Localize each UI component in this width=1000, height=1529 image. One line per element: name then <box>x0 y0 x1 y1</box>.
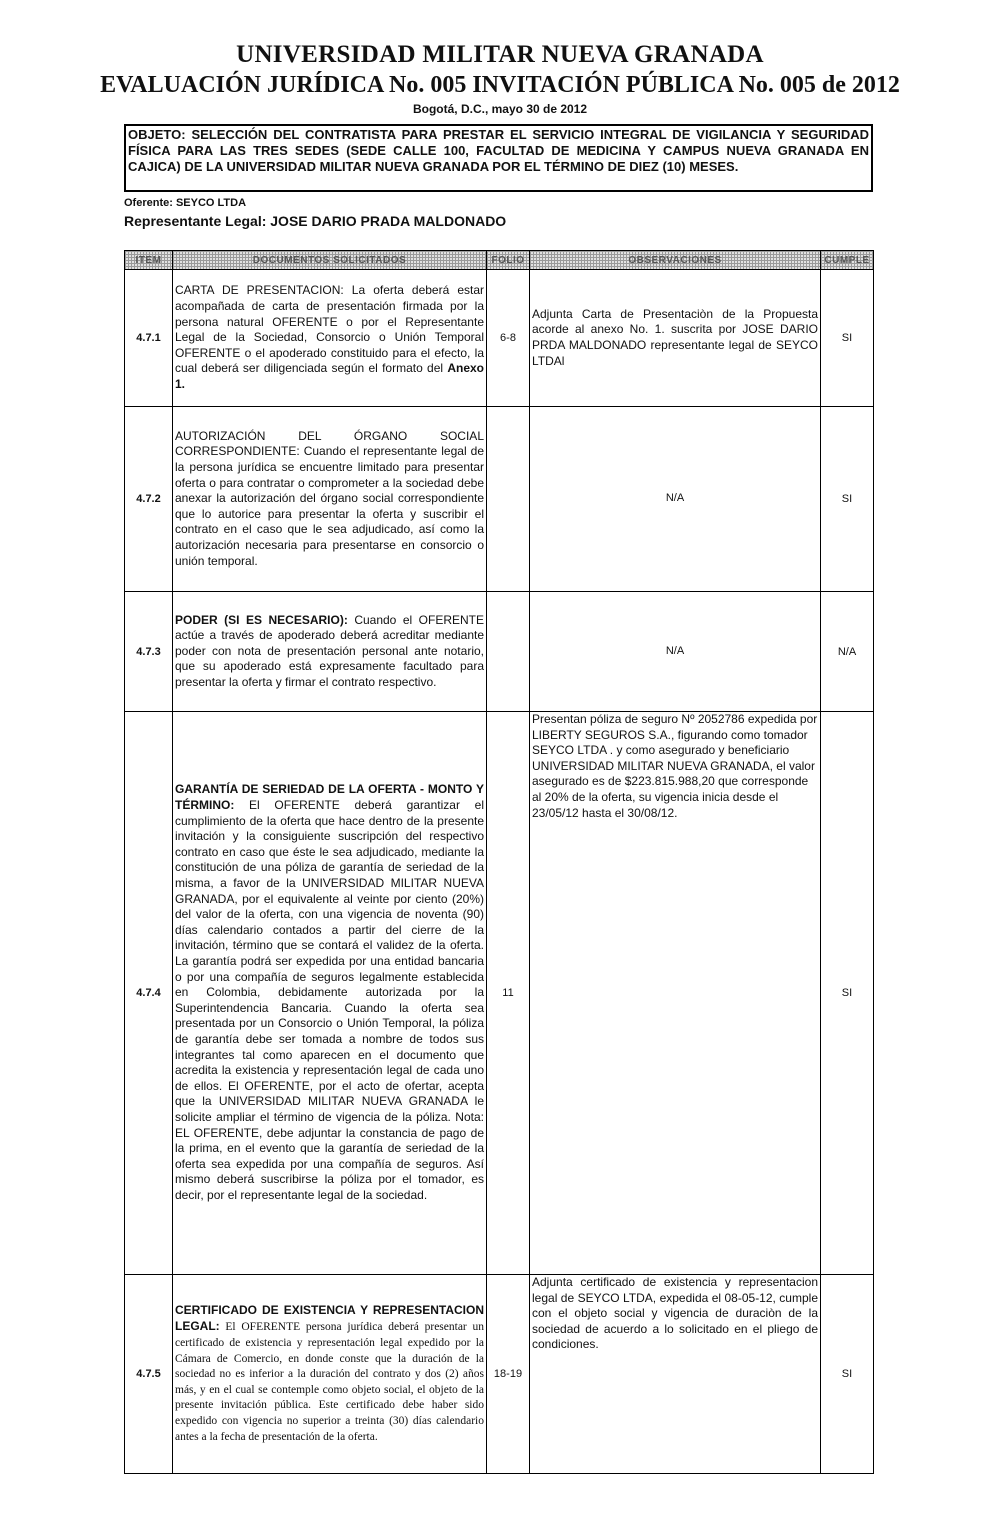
row-observation: Presentan póliza de seguro Nº 2052786 expedida por LIBERTY SEGUROS S.A., figurando como tomador SEYCO LTDA . y como asegurado y beneficiario UNIVERSIDAD MILITAR NUEVA GRANADA, el valor asegurado es de $223.815.988,20 que corresponde al 20% de la oferta, su vigencia inicia desde el 23/05/12 hasta el 30/08/12. <box>530 712 821 1275</box>
header-folio: FOLIO <box>487 251 530 270</box>
row-document-text: Cuando el OFERENTE actúe a través de apoderado deberá acreditar mediante poder con nota de presentación personal ante notario, que su apoderado está expresamente facultado para presentar la oferta y firmar el contrato respectivo. <box>175 612 485 689</box>
row-document: AUTORIZACIÓN DEL ÓRGANO SOCIAL CORRESPONDIENTE: Cuando el representante legal de la persona jurídica se encuentre limitado para presentar oferta o para contratar o comprometer a la sociedad debe anexar la autorización del órgano social correspondiente que lo autorice para presentar la oferta y suscribir el contrato en el caso que le sea adjudicado, así como la autorización necesaria para presentarse en consorcio o unión temporal. <box>173 407 487 592</box>
row-item: 4.7.2 <box>125 407 173 592</box>
row-document-lead: CERTIFICADO DE EXISTENCIA Y REPRESENTACION LEGAL: <box>175 1302 484 1334</box>
row-observation: N/A <box>530 592 821 712</box>
institution-title: UNIVERSIDAD MILITAR NUEVA GRANADA <box>236 41 764 68</box>
row-document-lead: GARANTÍA DE SERIEDAD DE LA OFERTA - MONTO Y TÉRMINO: <box>175 782 484 813</box>
evaluation-table <box>124 250 874 1474</box>
row-document-lead: PODER (SI ES NECESARIO): <box>175 612 348 627</box>
table-row <box>125 407 874 592</box>
row-document-text: El OFERENTE deberá garantizar el cumplimiento de la oferta que hace dentro de la presente invitación y la consiguiente suscripción del respectivo contrato en caso que éste le sea adjudicado, mediante la constitución de una póliza de garantía de seriedad de la misma, a favor de la UNIVERSIDAD MILITAR NUEVA GRANADA, por el equivalente al veinte por ciento (20%) del valor de la oferta, con una vigencia de noventa (90) días calendario contados a partir del cierre de la invitación, término que se contará el validez de la oferta. La garantía podrá ser expedida por una entidad bancaria o por una compañía de seguros legalmente establecida en Colombia, debidamente autorizada por la Superintendencia Bancaria. Cuando la oferta sea presentada por un Consorcio o Unión Temporal, la póliza de garantía debe ser tomada a nombre de todos sus integrantes tal como aparecen en el documento que acredita la existencia y representación legal de cada uno de ellos. El OFERENTE, por el acto de ofertar, acepta que la UNIVERSIDAD MILITAR NUEVA GRANADA le solicite ampliar el término de vigencia de la póliza. Nota: EL OFERENTE, debe adjuntar la constancia de pago de la prima, en el evento que la garantía de seriedad de la oferta sea expedida por una compañía de seguros. Así mismo deberá suscribirse la póliza por el tomador, es decir, por el representante legal de la sociedad. <box>175 798 484 1202</box>
row-observation: Adjunta Carta de Presentaciòn de la Propuesta acorde al anexo No. 1. suscrita por JOSE DARIO PRDA MALDONADO representante legal de SEYCO LTDAl <box>530 270 821 407</box>
row-cumple: SI <box>821 1275 874 1474</box>
row-folio <box>487 407 530 592</box>
table-row <box>125 712 874 1275</box>
header-cumple: CUMPLE <box>821 251 874 270</box>
row-document <box>173 592 487 712</box>
row-cumple: SI <box>821 712 874 1275</box>
row-document <box>173 712 487 1275</box>
row-folio: 11 <box>487 712 530 1275</box>
row-document <box>173 270 487 407</box>
row-cumple: SI <box>821 270 874 407</box>
row-cumple: SI <box>821 407 874 592</box>
header-item: ITEM <box>125 251 173 270</box>
row-document-tail: Anexo 1. <box>175 361 485 391</box>
representante-label: Representante Legal: JOSE DARIO PRADA MALDONADO <box>124 213 507 229</box>
row-folio <box>487 592 530 712</box>
header-observaciones: OBSERVACIONES <box>530 251 821 270</box>
table-row <box>125 1275 874 1474</box>
row-item: 4.7.3 <box>125 592 173 712</box>
row-folio: 6-8 <box>487 270 530 407</box>
evaluation-title: EVALUACIÓN JURÍDICA No. 005 INVITACIÓN PÚBLICA No. 005 de 2012 <box>100 72 900 98</box>
header-documentos: DOCUMENTOS SOLICITADOS <box>173 251 487 270</box>
table-header-row <box>125 251 874 270</box>
row-cumple: N/A <box>821 592 874 712</box>
row-item: 4.7.5 <box>125 1275 173 1474</box>
oferente-label: Oferente: SEYCO LTDA <box>124 197 247 209</box>
row-document <box>173 1275 487 1474</box>
row-item: 4.7.4 <box>125 712 173 1275</box>
row-observation: N/A <box>530 407 821 592</box>
row-document-text: El OFERENTE persona jurídica deberá presentar un certificado de existencia y representación legal expedido por la Cámara de Comercio, en donde conste que la duración de la sociedad no es inferior a la duración del contrato y dos (2) años más, y en el cual se contemple como objeto social, el objeto de la presente invitación pública. Este certificado debe haber sido expedido con vigencia no superior a treinta (30) días calendario antes a la fecha de presentación de la oferta. <box>175 1321 484 1443</box>
place-date: Bogotá, D.C., mayo 30 de 2012 <box>412 102 588 116</box>
row-observation: Adjunta certificado de existencia y representacion legal de SEYCO LTDA, expedida el 08-05-12, cumple con el objeto social y vigencia de duraciòn de la sociedad de acuerdo a lo solicitado en el pliego de condiciones. <box>530 1275 821 1474</box>
objeto-box: OBJETO: SELECCIÓN DEL CONTRATISTA PARA PRESTAR EL SERVICIO INTEGRAL DE VIGILANCIA Y SEGURIDAD FÍSICA PARA LAS TRES SEDES (SEDE CALLE 100, FACULTAD DE MEDICINA Y CAMPUS NUEVA GRANADA EN CAJICA) DE LA UNIVERSIDAD MILITAR NUEVA GRANADA POR EL TÉRMINO DE DIEZ (10) MESES. <box>124 124 873 192</box>
row-folio: 18-19 <box>487 1275 530 1474</box>
document-header <box>0 40 1000 116</box>
row-document-text: CARTA DE PRESENTACION: La oferta deberá estar acompañada de carta de presentación firmada por la persona natural OFERENTE o por el Representante Legal de la Sociedad, Consorcio o Unión Temporal OFERENTE o el apoderado constituido para el efecto, la cual deberá ser diligenciada según el formato del <box>175 283 484 376</box>
row-item: 4.7.1 <box>125 270 173 407</box>
table-row <box>125 270 874 407</box>
table-row <box>125 592 874 712</box>
